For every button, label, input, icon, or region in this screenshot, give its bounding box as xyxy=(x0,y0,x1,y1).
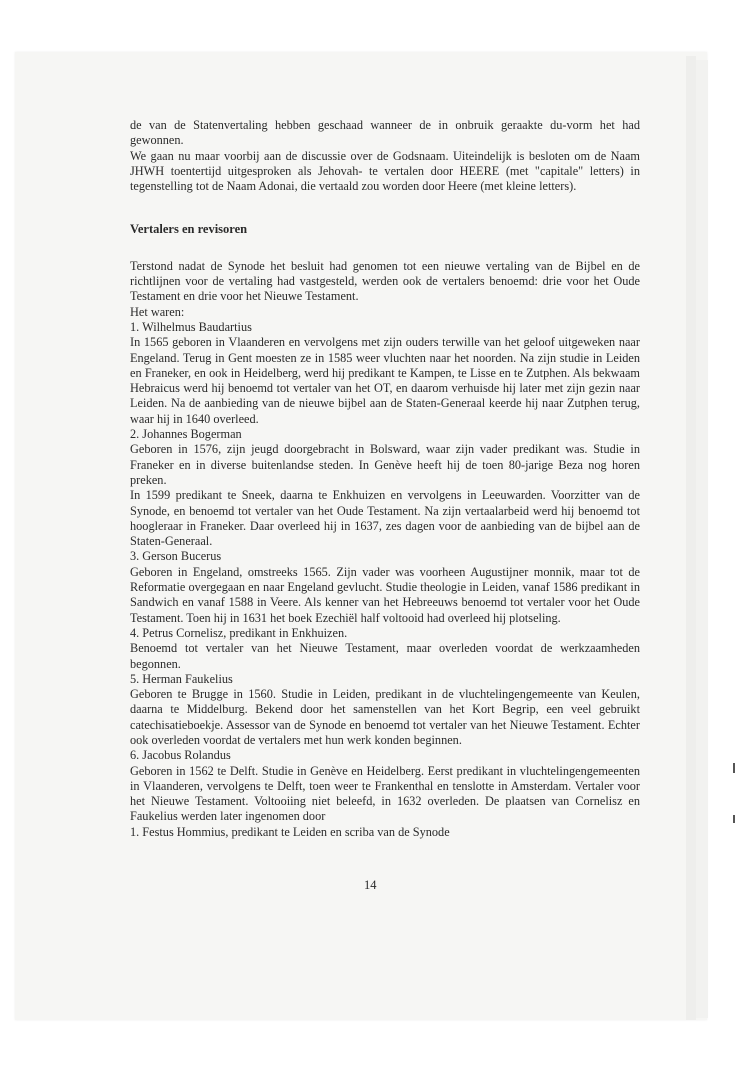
paragraph: Terstond nadat de Synode het besluit had genomen tot een nieuwe vertaling van de Bijbel en de richtlijnen voor de vertaling had vastgesteld, werden ook de vertalers benoemd: drie voor het Oude Testament en drie voor het Nieuwe Testament. xyxy=(130,258,640,304)
list-item-title: 1. Festus Hommius, predikant te Leiden en scriba van de Synode xyxy=(130,824,450,839)
paragraph: Geboren in Engeland, omstreeks 1565. Zijn vader was voorheen Augustijner monnik, maar tot de Reformatie overgegaan en naar Engeland gevlucht. Studie theologie in Leiden, vanaf 1586 predikant in Sandwich en vanaf 1588 in Veere. Als kenner van het Hebreeuws benoemd tot vertaler voor het Oude Testament. Toen hij in 1631 het boek Ezechiël half voltooid had overleed hij plotseling. xyxy=(130,564,640,625)
list-item-title: 4. Petrus Cornelisz, predikant in Enkhuizen. xyxy=(130,625,348,640)
paragraph: In 1565 geboren in Vlaanderen en vervolgens met zijn ouders terwille van het geloof uitgeweken naar Engeland. Terug in Gent moesten ze in 1585 weer vluchten naar het noorden. Na zijn studie in Leiden en Franeker, en ook in Heidelberg, werd hij predikant te Kampen, te Lisse en te Zutphen. Als bekwaam Hebraicus werd hij benoemd tot vertaler van het OT, en daarom verhuisde hij later met zijn gezin naar Leiden. Na de aanbieding van de nieuwe bijbel aan de Staten-Generaal keerde hij naar Zutphen terug, waar hij in 1640 overleed. xyxy=(130,335,640,426)
page-edge xyxy=(686,56,696,1020)
paragraph: Het waren: xyxy=(130,304,185,319)
list-item-title: 2. Johannes Bogerman xyxy=(130,427,242,442)
section-heading: Vertalers en revisoren xyxy=(130,222,248,237)
list-item-title: 5. Herman Faukelius xyxy=(130,671,233,686)
scan-mark xyxy=(733,815,735,823)
paragraph: Geboren in 1562 te Delft. Studie in Genève en Heidelberg. Eerst predikant in vluchtelingengemeenten in Vlaanderen, vervolgens te Delft, toen weer te Frankenthal en tenslotte in Amsterdam. Vertaler voor het Nieuwe Testament. Voltooiing niet beleefd, in 1632 overleden. De plaatsen van Cornelisz en Faukelius werden later ingenomen door xyxy=(130,763,640,824)
paragraph: Geboren in 1576, zijn jeugd doorgebracht in Bolsward, waar zijn vader predikant was. Studie in Franeker en in diverse buitenlandse steden. In Genève heeft hij de toen 80-jarige Beza nog horen preken. xyxy=(130,442,640,487)
page-text xyxy=(130,118,640,840)
paragraph: In 1599 predikant te Sneek, daarna te Enkhuizen en vervolgens in Leeuwarden. Voorzitter van de Synode, en benoemd tot vertaler van het Oude Testament. Na zijn vertaalarbeid werd hij benoemd tot hoogleraar in Franeker. Daar overleed hij in 1637, zes dagen voor de aanbieding van de bijbel aan de Staten-Generaal. xyxy=(130,488,640,549)
list-item-title: 3. Gerson Bucerus xyxy=(130,549,222,564)
list-item-title: 6. Jacobus Rolandus xyxy=(130,748,231,763)
paragraph: de van de Statenvertaling hebben geschaad wanneer de in onbruik geraakte du-vorm het had gewonnen. xyxy=(130,118,640,148)
list-item-title: 1. Wilhelmus Baudartius xyxy=(130,319,252,334)
paragraph: Benoemd tot vertaler van het Nieuwe Testament, maar overleden voordat de werkzaamheden begonnen. xyxy=(130,641,640,671)
page-number: 14 xyxy=(364,878,377,892)
paragraph: Geboren te Brugge in 1560. Studie in Leiden, predikant in de vluchtelingengemeente van Keulen, daarna te Middelburg. Bekend door het samenstellen van het Kort Begrip, een veel gebruikt catechisatieboekje. Assessor van de Synode en benoemd tot vertaler van het Nieuwe Testament. Echter ook overleden voordat de vertalers met hun werk konden beginnen. xyxy=(130,687,640,747)
page-edge-outer xyxy=(696,60,708,1018)
paragraph: We gaan nu maar voorbij aan de discussie over de Godsnaam. Uiteindelijk is besloten om de Naam JHWH toentertijd uitgesproken als Jehovah- te vertalen door HEERE (met "capitale" letters) in tegenstelling tot de Naam Adonai, die vertaald zou worden door Heere (met kleine letters). xyxy=(130,148,640,194)
scan-mark xyxy=(733,763,735,773)
